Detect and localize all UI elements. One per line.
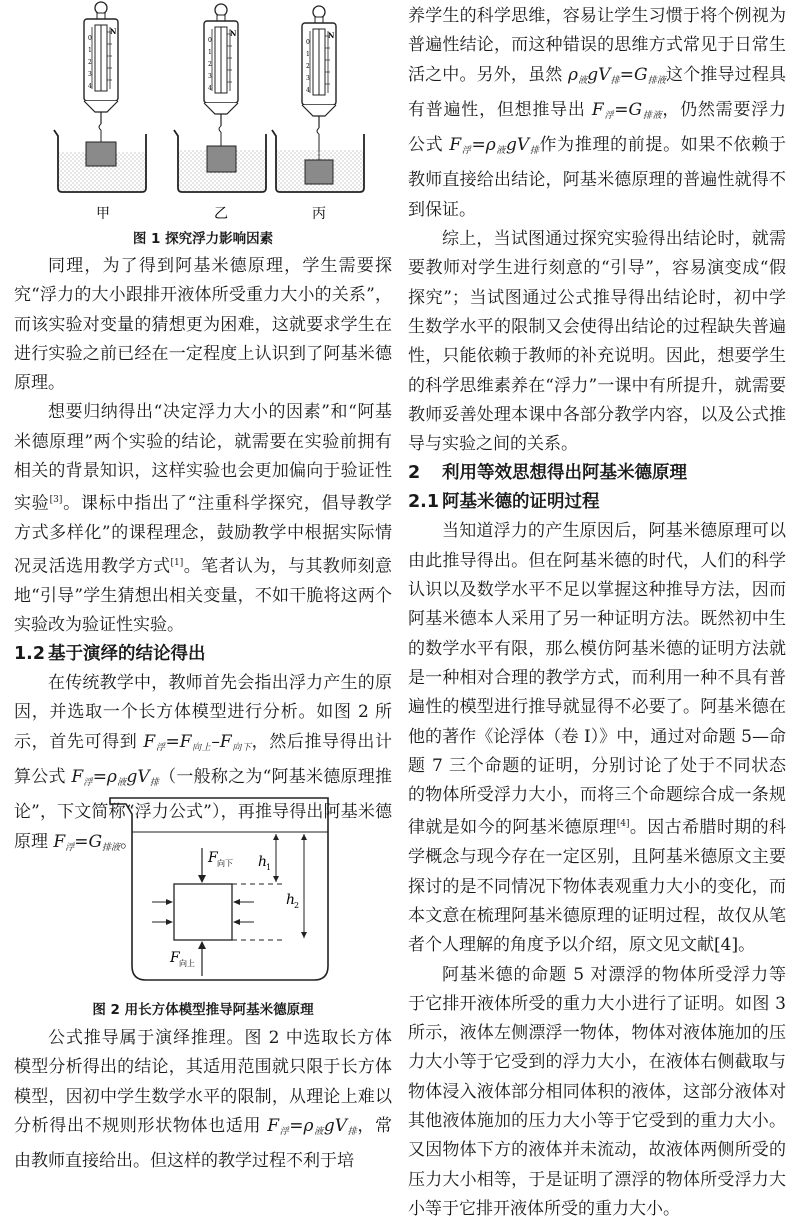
- paragraph: 同理，为了得到阿基米德原理，学生需要探究“浮力的大小跟排开液体所受重力大小的关系”，而该实验对变量的猜想更为困难，这就要求学生在进行实验之前已经在一定程度上认识到了阿基米德原理。: [14, 256, 392, 394]
- label-jia: 甲: [96, 206, 110, 222]
- paragraph: 综上，当试图通过探究实验得出结论时，就需要教师对学生进行刻意的“引导”，容易演变成“假探究”；当试图通过公式推导得出结论时，初中学生数学水平的限制又会使得出结论的过程缺失普遍性，只能依赖于教师的补充说明。因此，想要学生的科学思维素养在“浮力”一课中有所提升，就需要教师妥善处理本课中各部分教学内容，以及公式推导与实验之间的关系。: [408, 229, 786, 455]
- svg-text:2: 2: [88, 59, 92, 66]
- svg-text:N: N: [230, 29, 237, 38]
- cuboid-block: [174, 884, 232, 940]
- paragraph: 当知道浮力的产生原因后，阿基米德原理可以由此推导得出。但在阿基米德的时代，人们的科学认识以及数学水平不足以掌握这种推导方法，因而阿基米德本人采用了另一种证明方法。既然初中生的数学水平有限，那么模仿阿基米德的证明方法就是一种相对合理的教学方式，而利用一种不具有普遍性的模型进行推导就显得不必要了。阿基米德在他的著作《论浮体（卷 I）》中，通过对命题 5—命题 7 三个命题的证明，分别讨论了处于不同状态的物体所受浮力大小，而将三个命题综合成一条规律就是如今的阿基米德原理[4]。因古希腊时期的科学概念与现今存在一定区别，且阿基米德原文主要探讨的是不同情况下物体表观重力大小的变化，而本文意在梳理阿基米德原理的证明过程，故仅从笔者个人理解的角度予以介绍，原文见文献[4]。: [408, 521, 787, 956]
- right-column: [408, 2, 786, 1224]
- spring-scale-yi: [204, 4, 238, 146]
- svg-text:3: 3: [88, 71, 92, 78]
- figure-1-caption: 图 1 探究浮力影响因素: [132, 231, 274, 247]
- section-heading-1-2: 1.2 基于演绎的结论得出: [14, 644, 206, 665]
- beaker-yi: [174, 130, 266, 192]
- svg-text:4: 4: [306, 87, 310, 94]
- svg-text:0: 0: [208, 37, 212, 44]
- svg-text:2: 2: [208, 61, 212, 68]
- svg-text:0: 0: [88, 35, 92, 42]
- svg-text:3: 3: [306, 75, 310, 82]
- paragraph: 阿基米德的命题 5 对漂浮的物体所受浮力等于它排开液体所受的重力大小进行了证明。如图 3 所示，液体左侧漂浮一物体，物体对液体施加的压力大小等于它受到的浮力大小，在液体右侧截取与物体浸入液体部分相同体积的液体，这部分液体对其他液体施加的压力大小等于它受到的重力大小。又因物体下方的液体并未流动，故液体两侧所受的压力大小相等，于是证明了漂浮的物体所受浮力大小等于它排开液体所受的重力大小。: [408, 964, 787, 1219]
- paragraph: 公式推导属于演绎推理。图 2 中选取长方体模型分析得出的结论，其适用范围就只限于长方体模型，因初中学生数学水平的限制，从理论上难以分析得出不规则形状物体也适用 $F_浮=\rho_液gV_排$，常由教师直接给出。但这样的教学过程不利于培: [14, 1028, 392, 1172]
- figure-1: [14, 0, 392, 228]
- svg-text:N: N: [110, 27, 117, 36]
- left-text-top: [14, 252, 392, 863]
- label-h1: h: [258, 854, 268, 870]
- svg-text:2: 2: [306, 63, 310, 70]
- label-f-down: F: [208, 850, 218, 866]
- paragraph: 想要归纳得出“决定浮力大小的因素”和“阿基米德原理”两个实验的结论，就需要在实验前拥有相关的背景知识，这样实验也会更加偏向于验证性实验[3]。课标中指出了“注重科学探究，倡导教学方式多样化”的课程理念，鼓励教学中根据实际情况灵活选用教学方式[1]。笔者认为，与其教师刻意地“引导”学生猜想出相关变量，不如干脆将这两个实验改为验证性实验。: [14, 402, 393, 635]
- label-h2: h: [286, 892, 296, 908]
- section-heading-2-1: 2.1 阿基米德的证明过程: [408, 492, 600, 513]
- spring-scale-bing: [302, 6, 336, 160]
- label-f-down-sub: 向下: [217, 859, 233, 868]
- section-heading-2: 2 利用等效思想得出阿基米德原理: [408, 463, 687, 484]
- label-h1-sub: 1: [266, 863, 272, 872]
- svg-text:1: 1: [208, 49, 212, 56]
- label-h2-sub: 2: [294, 901, 300, 910]
- svg-text:1: 1: [88, 47, 92, 54]
- svg-text:1: 1: [306, 51, 310, 58]
- spring-scale-jia: [84, 2, 118, 142]
- paragraph: 养学生的科学思维，容易让学生习惯于将个例视为普遍性结论，而这种错误的思维方式常见于日常生活之中。另外，虽然 $\rho_液gV_排=G_{排液}$这个推导过程具有普遍性，但想推导出 $F_浮=G_{排液}$，仍然需要浮力公式 $F_浮=\rho_液gV_排$作为推理的前提。如果不依赖于教师直接给出结论，阿基米德原理的普遍性就得不到保证。: [408, 6, 786, 220]
- label-f-up: F: [170, 950, 180, 966]
- svg-text:4: 4: [208, 85, 212, 92]
- svg-text:4: 4: [88, 83, 92, 90]
- label-f-up-sub: 向上: [179, 959, 195, 968]
- beaker-bing: [272, 130, 364, 192]
- label-yi: 乙: [214, 206, 228, 222]
- left-text-bottom: [14, 1024, 392, 1176]
- label-bing: 丙: [312, 206, 326, 222]
- paragraph: 在传统教学中，教师首先会指出浮力产生的原因，并选取一个长方体模型进行分析。如图 2 所示，首先可得到 $F_浮=F_{向上}-F_{向下}$，然后推导得出计算公式 $F_浮=\rho_液gV_排$（一般称之为“阿基米德原理推论”，下文简称“浮力公式”），再推导得出阿基米德原理 $F_浮=G_{排液}$。: [14, 673, 392, 853]
- svg-text:3: 3: [208, 73, 212, 80]
- svg-text:N: N: [328, 31, 335, 40]
- figure-2: [14, 790, 392, 990]
- svg-text:0: 0: [306, 39, 310, 46]
- figure-2-caption: 图 2 用长方体模型推导阿基米德原理: [92, 1002, 314, 1018]
- beaker-jia: [54, 130, 146, 192]
